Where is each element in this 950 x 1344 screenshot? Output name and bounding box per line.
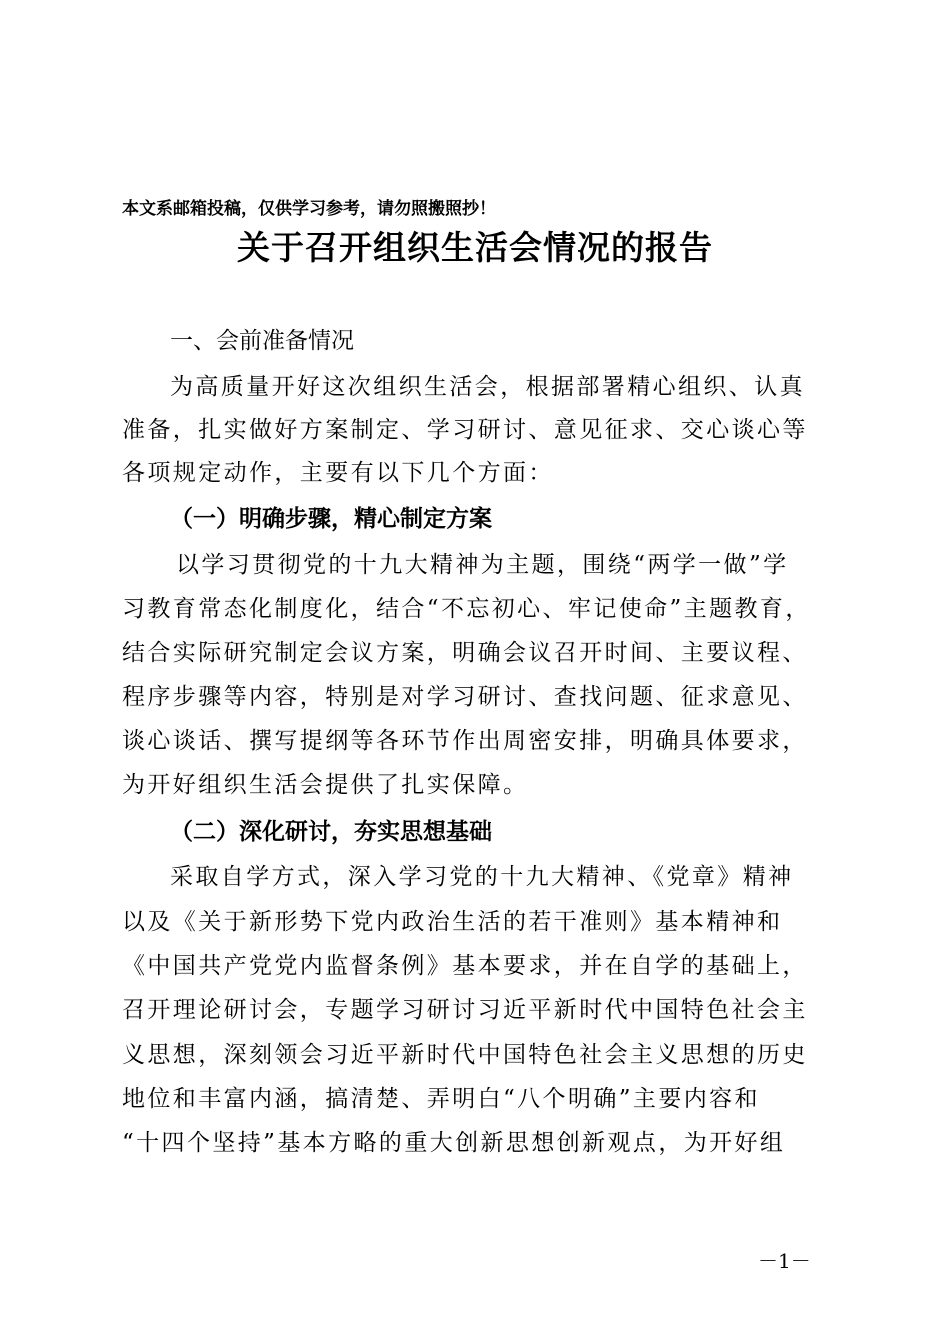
page-title: 关于召开组织生活会情况的报告 — [237, 228, 713, 267]
paragraph-line: 为开好组织生活会提供了扎实保障。 — [122, 772, 529, 798]
paragraph-line: 以及《关于新形势下党内政治生活的若干准则》基本精神和 — [122, 909, 783, 935]
paragraph-line: 地位和丰富内涵，搞清楚、弄明白“八个明确”主要内容和 — [122, 1086, 760, 1112]
paragraph-line: 准备，扎实做好方案制定、学习研讨、意见征求、交心谈心等 — [122, 417, 808, 443]
paragraph-line: “十四个坚持”基本方略的重大创新思想创新观点，为开好组 — [122, 1130, 786, 1156]
submission-notice: 本文系邮箱投稿，仅供学习参考，请勿照搬照抄！ — [122, 199, 496, 219]
paragraph-line: 为高质量开好这次组织生活会，根据部署精心组织、认真 — [170, 374, 805, 400]
paragraph-line: 习教育常态化制度化，结合“不忘初心、牢记使命”主题教育， — [122, 596, 811, 622]
paragraph-line: 召开理论研讨会，专题学习研讨习近平新时代中国特色社会主 — [122, 997, 808, 1023]
paragraph-line: 《中国共产党党内监督条例》基本要求，并在自学的基础上， — [122, 953, 808, 979]
paragraph-line: 程序步骤等内容，特别是对学习研讨、查找问题、征求意见、 — [122, 684, 808, 710]
section-heading-preparation: 一、会前准备情况 — [170, 328, 354, 354]
paragraph-line: 各项规定动作，主要有以下几个方面： — [122, 460, 554, 486]
paragraph-line: 结合实际研究制定会议方案，明确会议召开时间、主要议程、 — [122, 640, 808, 666]
paragraph-line: 采取自学方式，深入学习党的十九大精神、《党章》精神 — [170, 864, 794, 890]
page-number: －1－ — [758, 1249, 811, 1273]
subheading-study: （二）深化研讨，夯实思想基础 — [170, 818, 492, 845]
paragraph-line: 谈心谈话、撰写提纲等各环节作出周密安排，明确具体要求， — [122, 728, 808, 754]
paragraph-line: 以学习贯彻党的十九大精神为主题，围绕“两学一做”学 — [176, 552, 789, 578]
subheading-steps: （一）明确步骤，精心制定方案 — [170, 505, 492, 532]
paragraph-line: 义思想，深刻领会习近平新时代中国特色社会主义思想的历史 — [122, 1042, 808, 1068]
